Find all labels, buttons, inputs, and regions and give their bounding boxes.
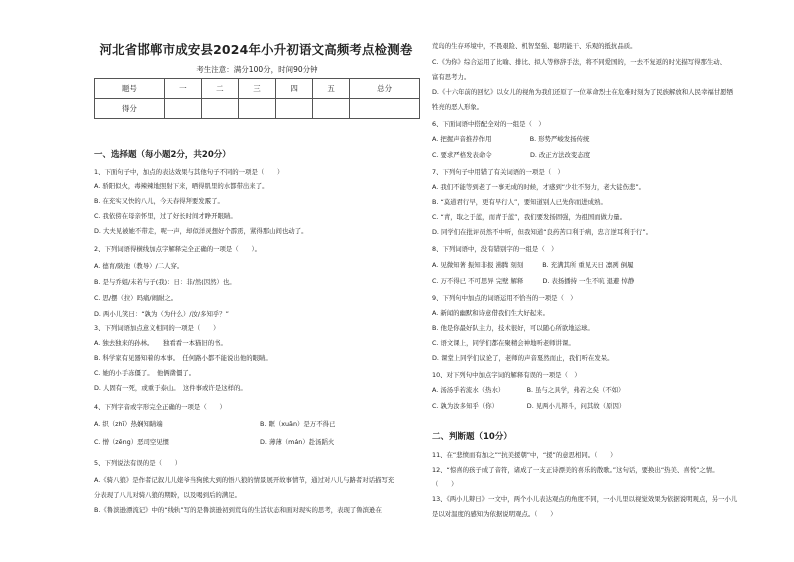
score-input-cell[interactable] — [350, 99, 420, 119]
question-line: 9、下列句中加点的词语运用不恰当的一项是（ ） — [432, 294, 577, 302]
question-line: D.《十六年前的回忆》以女儿的视角为我们还原了一位革命烈士在危难时刻为了民族解放和人民幸福甘愿牺 — [432, 88, 733, 96]
score-cell: 一 — [164, 79, 201, 99]
question-line: 8、下列词语中，没有错别字的一组是（ ） — [432, 245, 558, 253]
option-a: A. 织（zhī）热娴知睛端 — [94, 420, 163, 428]
question-line: C. 要求严格发表命令 D. 改正方法改变态度 — [432, 151, 591, 159]
question-line: 富有思考力。 — [432, 73, 471, 81]
question-line: B. 科学家有见器知着的本事。 任何路小都不能说出他的眼睛。 — [94, 354, 272, 362]
question-line: C. 万不得已 不可思异 完壁 解释 D. 表扬播持 一生不吭 退避 悼静 — [432, 277, 635, 285]
score-input-cell[interactable] — [164, 99, 201, 119]
section-heading-2: 二、判断题（10分） — [432, 432, 512, 442]
question-line: 12、“惊喜的孩子成了音符，诸成了一支正诗漂美的喜乐的散歌。”这句话，要换出“热美、喜悦”之情。 — [432, 466, 719, 474]
question-line: A. 见微知著 振知非报 沸腾 刻刻 B. 充满其所 重见天日 凛冽 倒履 — [432, 261, 634, 269]
question-line: 是以对温度的感知为依据说明观点。（ ） — [432, 510, 557, 518]
question-line: 11、在“悲愤而有加之”“抗美援朝”中，“援”的意思相同。（ ） — [432, 451, 617, 459]
question-line: 3、下列词语加点意义相同的一项是（ ） — [94, 324, 220, 332]
score-input-cell[interactable] — [276, 99, 313, 119]
score-cell: 四 — [276, 79, 313, 99]
question-line: D. 两小儿笑曰：“孰为（为什么）/汝/多知乎？” — [94, 310, 229, 318]
page-title: 河北省邯郸市成安县2024年小升初语文高频考点检测卷 — [99, 42, 413, 57]
score-cell: 总分 — [350, 79, 420, 99]
question-line: B. 是与乔姐/未若与子(我)：日：非/然(因然）也。 — [94, 278, 236, 286]
question-line: D. 同学们在批评员然不中听，但我知道“良药苦口利于病，忠言逆耳利于行”。 — [432, 228, 653, 236]
question-line: A. 汤汤乎若流水（热水） B. 虽与之具学，弗若之矣（不如） — [432, 386, 625, 394]
question-line: （ ） — [432, 480, 458, 488]
question-line: B. 他是你最好队主力，技术很好，可以随心所欲地运球。 — [432, 324, 594, 332]
question-line: 5、下列说法有误的是（ ） — [94, 459, 182, 467]
score-cell: 五 — [313, 79, 350, 99]
question-line: 13、《两小儿辩日》一文中，两个小儿表达观点的角度不同，一小儿里以视觉效果为依据说明观点，另一小儿 — [432, 495, 738, 503]
score-cell: 题号 — [95, 79, 165, 99]
score-table-score-row — [95, 99, 420, 119]
question-line: A. 把握声音推荐作用 B. 形势严峻发扬传统 — [432, 135, 590, 143]
score-cell: 得分 — [95, 99, 165, 119]
score-cell: 三 — [238, 79, 275, 99]
question-line: A. 我们不能等到老了一事无成的时候，才感到“少壮不努力，老大徒伤悲”。 — [432, 183, 646, 191]
score-input-cell[interactable] — [201, 99, 238, 119]
question-line: A. 新闻的幽默和诗意借我们生大好起来。 — [432, 309, 549, 317]
score-table-header-row — [95, 79, 420, 99]
question-line: 荒岛的生存环境中，不畏艰险、机智坚强、聪明能干、乐观的抵抗品质。 — [432, 42, 637, 50]
question-line: D. 人固有一死，或重于泰山。 这件事或许是这样的。 — [94, 384, 247, 392]
question-line: 10、对下列句中加点字词的解释有误的一项是（ ） — [432, 371, 581, 379]
score-input-cell[interactable] — [238, 99, 275, 119]
score-input-cell[interactable] — [313, 99, 350, 119]
question-line: 2、下列词语得横线加点字解释完全正确的一项是（ ）。 — [94, 245, 262, 253]
question-line: 1、下面句子中，加点的表达效果与其他句子不同的一项是（ ） — [94, 168, 284, 176]
question-line: 牲亮的恶人形象。 — [432, 103, 484, 111]
question-line: 4、下列字音或字形完全正确的一项是（ ） — [94, 403, 226, 411]
score-cell: 二 — [201, 79, 238, 99]
question-line: A. 独去独来的孙林。 独看看一本猫旧的书。 — [94, 339, 227, 347]
question-line: A.《骑八狼》是作者记叙儿儿姥爷当狗熊大到的悟八狼的情景展开故事情节，通过对八儿与路者对话描写充 — [94, 476, 395, 484]
option-d: D. 薄薄（mán）赴汤蹈火 — [260, 438, 335, 446]
question-line: C. 语文课上，同学们都在聚精会神地听老师讲课。 — [432, 339, 575, 347]
question-line: C. 孰为汝多知乎（你） D. 见两小儿辩斗，问其故（原因） — [432, 402, 626, 410]
exam-notice: 考生注意：满分100分，时间90分钟 — [196, 65, 318, 74]
question-line: D. 大夫见被她不带走，呢一声，却似洋灵想好个霹雳，紧得那山间也动了。 — [94, 227, 308, 235]
question-line: C. 我依傍在母亲怀里，过了好长时间才睁开眼睛。 — [94, 212, 237, 220]
question-line: 7、下列句子中用错了有关词语的一项是（ ） — [432, 168, 564, 176]
score-table — [94, 78, 420, 119]
option-c: C. 憎（zēng）恶司空见惯 — [94, 438, 170, 446]
question-line: C.《为你》综合运用了比喻、排比、拟人等修辞手法，将不同爱国的，一去不复返的时光描写得那生动、 — [432, 58, 727, 66]
question-line: B.《鲁滨逊漂流记》中的“线轨”写的是鲁滨逊初到荒岛的生活状态和面对现实的思考，表现了鲁滨逊在 — [94, 506, 382, 514]
question-line: A. 德育/陂池（教导）/二人穿。 — [94, 262, 184, 270]
question-line: 分表现了八儿对骑八狼的期盼，以及喝到后的满足。 — [94, 491, 241, 499]
question-line: C. “青，取之于蓝，而青于蓝”，我们要发扬固强，为祖国而做力量。 — [432, 213, 627, 221]
section-heading-1: 一、选择题（每小题2分，共20分） — [94, 150, 231, 160]
question-line: C. 她的小手冻僵了。 他俩凿僵了。 — [94, 369, 196, 377]
question-line: A. 骄阳似火，毒辣辣地照射下来，晒得肌里的水都带出来了。 — [94, 182, 269, 190]
question-line: D. 课堂上同学们议论了，老师的声音戛然而止，我们听在发呆。 — [432, 354, 614, 362]
question-line: B. “莫道君行早，更有早行人”，要知道别人已先你而进成熟。 — [432, 198, 607, 206]
option-b: B. 眶（xuān）是万不得已 — [260, 420, 336, 428]
question-line: 6、下面词语中搭配全对的一组是（ ） — [432, 120, 545, 128]
question-line: C. 思/摆（拉）吗痛/闹耐之。 — [94, 294, 178, 302]
question-line: B. 在充实又快的八儿，今天春得拜要发霰了。 — [94, 197, 224, 205]
